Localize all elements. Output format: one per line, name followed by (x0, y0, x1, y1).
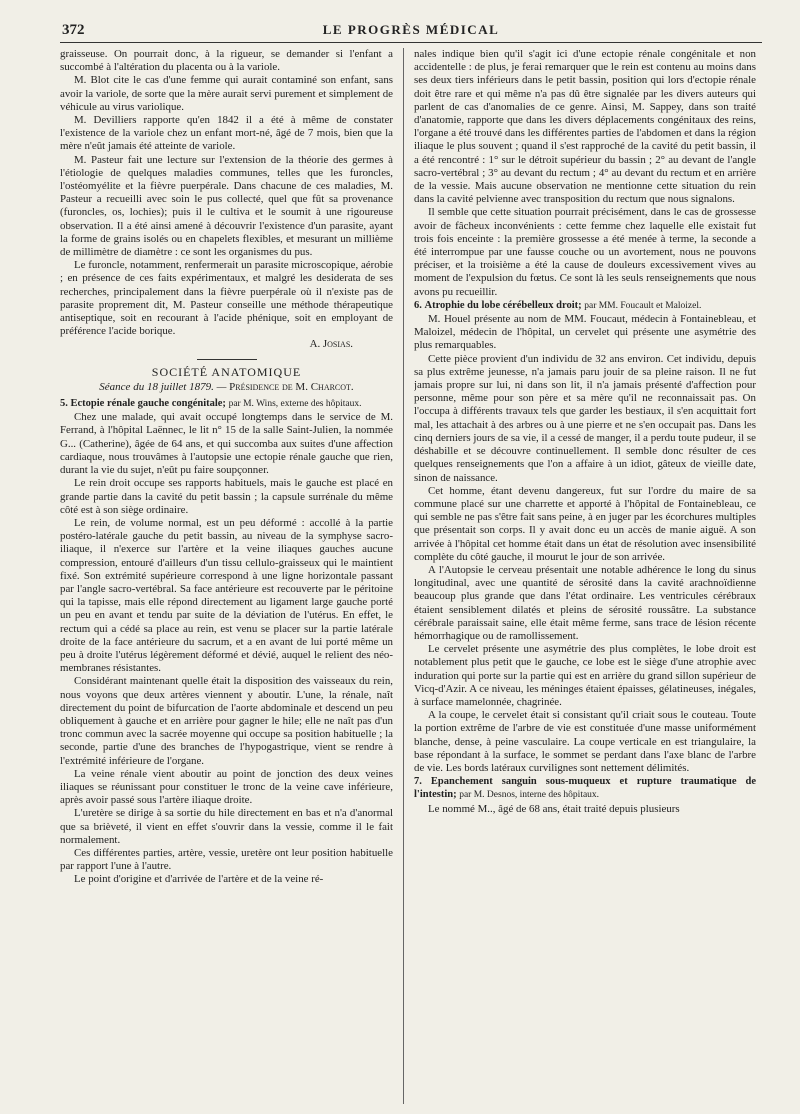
section-divider (197, 359, 257, 360)
paragraph: M. Pasteur fait une lecture sur l'extension de la théorie des germes à l'étiologie de quelques maladies communes, telles que les furoncles, l'ostéomyélite et la fièvre puerpérale. Dans chacune de ces maladies, M. Pasteur a recueilli avec soin le pus collecté, quel que fût sa provenance (furoncles, os, lochies); puis il le cultiva et le soumit à une rigoureuse observation. Il a été ainsi amené à découvrir l'existence d'un parasite, ayant la forme de grains isolés ou en chapelets flexibles, et mesurant un millième de millimètre de diamètre : ce sont les organismes du pus. (60, 153, 393, 259)
case-author: par MM. Foucault et Maloizel. (584, 300, 702, 311)
left-column (60, 48, 393, 1108)
case-heading (414, 775, 756, 802)
paragraph: M. Houel présente au nom de MM. Foucaut, médecin à Fontainebleau, et Maloizel, médecin de l'hôpital, un cervelet qui présente une asymétrie des plus remarquables. (414, 313, 756, 352)
case-number: 6. (414, 299, 422, 311)
session-date: Séance du 18 juillet 1879. — (99, 380, 227, 393)
case-heading (60, 397, 393, 411)
paragraph: Le point d'origine et d'arrivée de l'artère et de la veine ré- (74, 873, 324, 886)
column-separator (403, 48, 404, 1104)
session-line (60, 381, 393, 394)
section-heading: SOCIÉTÉ ANATOMIQUE (151, 364, 302, 379)
case-title: Atrophie du lobe cérébelleux droit; (424, 299, 582, 311)
paragraph: Cette pièce provient d'un individu de 32 ans environ. Cet individu, depuis sa plus extrême jeunesse, n'a jamais paru jouir de sa pleine raison. Il ne fut jamais propre sur lui, ni dans son lit, il n'a jamais présenté d'affection pour personne, même pour son père et sa mère qu'il ne reconnaissait pas. On l'occupa à différents travaux tels que garder les bestiaux, il s'en acquittait fort mal, les attachait à des arbres ou à une pierre et ne s'en occupait pas. Dans les cinq derniers jours de sa vie, il a cessé de manger, il a perdu toute pudeur, il se déshabille et se découvre continuellement. Il semble donc résulter de ces quelques renseignements que l'on a affaire à un idiot, gâteux de vieille date, sinon de naissance. (414, 352, 756, 484)
paragraph: graisseuse. On pourrait donc, à la rigueur, se demander si l'enfant a succombé à l'altération du placenta ou à la variole. (60, 48, 393, 74)
header-rule (60, 42, 762, 43)
paragraph: nales indique bien qu'il s'agit ici d'une ectopie rénale congénitale et non accidentelle : de plus, je ferai remarquer que le rein est contenu au moins dans ses deux tiers inférieurs dans le petit bassin, position qui lors d'ectopie rénale doit être rare et qui même n'a pas dû être signalée par les divers auteurs qui parlent de cas d'anomalies de ce genre. Ainsi, M. Sappey, dans son traité d'anatomie, rapporte que dans les divers déplacements congénitaux des reins, l'organe a été trouvé dans les différentes parties de l'abdomen et dans la région iliaque le plus souvent ; quand il s'est rapproché de la cavité du petit bassin, il a été rencontré : 1° sur le détroit supérieur du bassin ; 2° au devant de l'angle sacro-vertébral ; 3° au devant du rectum ; 4° au devant du rectum et en arrière de la vessie. Mais aucune observation ne mentionne cette situation du rein dans la cavité pelvienne avec transposition du rectum que nous signalons. (414, 48, 756, 206)
paragraph: Le furoncle, notamment, renfermerait un parasite microscopique, aérobie ; en présence de ces faits expérimentaux, et malgré les desiderata de ses recherches, principalement dans la fièvre puerpérale où il n'existe pas de parasite proprement dit, M. Pasteur conseille une méthode thérapeutique antiseptique, soit en recourant à l'acide phénique, soit en employant de préférence l'acide borique. (60, 259, 393, 338)
case-title: Ectopie rénale gauche congénitale; (70, 398, 226, 410)
case-author: par M. Wins, externe des hôpitaux. (228, 399, 362, 410)
case-author: par M. Desnos, interne des hôpitaux. (459, 790, 600, 801)
session-presidency: Présidence de M. Charcot. (229, 380, 354, 393)
journal-title: LE PROGRÈS MÉDICAL (322, 22, 500, 37)
paragraph: Cet homme, étant devenu dangereux, fut sur l'ordre du maire de sa commune placé sur une charrette et apporté à l'hôpital de Fontainebleau, ce qui semble ne pas s'être fait sans peine, à en juger par les écorchures multiples que présentait son corps. Il y avait donc eu un accès de manie aiguë. A son arrivée à l'hôpital cet homme était dans un état de résolution avec insensibilité complète du côté gauche, il mourut le jour de son arrivée. (414, 484, 756, 563)
paragraph: A l'Autopsie le cerveau présentait une notable adhérence le long du sinus longitudinal, avec une quantité de sérosité dans la cavité arachnoïdienne beaucoup plus grande que dans l'état ordinaire. Les ventricules cérébraux étaient sensiblement dilatés et pleins de sérosité roussâtre. La substance cérébrale paraissait saine, elle était même ferme, sans trace de lésion récente hémorrhagique ou de ramollissement. (414, 563, 756, 642)
case-heading (414, 299, 756, 313)
paragraph: Il semble que cette situation pourrait précisément, dans le cas de grossesse avoir de fâcheux inconvénients : cette femme chez laquelle elle existait fut trois fois enceinte : la première grossesse a été menée à terme, la seconde a été interrompue par une fausse couche ou un avortement, nous ne pouvons préciser, et la troisième a été la cause de douleurs excessivement vives au moment de l'expulsion du fœtus. Ce sont là les seuls renseignements que nous avons pu recueillir. (414, 206, 756, 298)
paragraph: M. Blot cite le cas d'une femme qui aurait contaminé son enfant, sans avoir la variole, de sorte que la mère aurait servi purement et simplement de véhicule au virus variolique. (60, 74, 393, 113)
paragraph: Le cervelet présente une asymétrie des plus complètes, le lobe droit est notablement plus petit que le gauche, ce lobe est le siège d'une atrophie avec induration qui porte sur la partie qui est en arrière du grand sillon supérieur de Vicq-d'Azir. A ce niveau, les méninges étaient épaisses, gélatineuses, inégales, à surface mamelonnée, chagrinée. (414, 643, 756, 708)
case-number: 5. (60, 398, 68, 410)
paragraph: L'uretère se dirige à sa sortie du hile directement en bas et n'a d'anormal que sa brièveté, il vient en effet s'ouvrir dans la vessie, comme il le fait normalement. (60, 807, 393, 846)
page-number: 372 (62, 22, 85, 38)
paragraph: M. Devilliers rapporte qu'en 1842 il a été à même de constater l'existence de la variole chez un enfant mort-né, âgé de 7 mois, bien que la mère n'eût jamais été atteinte de variole. (60, 114, 393, 153)
paragraph: Le rein droit occupe ses rapports habituels, mais le gauche est placé en grande partie dans la cavité du petit bassin ; la capsule surrénale du même côté est à son siège ordinaire. (60, 477, 393, 516)
case-title: Epanchement sanguin sous-muqueux et rupture traumatique de l'intestin; (414, 776, 756, 801)
paragraph: Ces différentes parties, artère, vessie, uretère ont leur position habituelle par rapport l'une à l'autre. (60, 846, 393, 873)
paragraph: Le rein, de volume normal, est un peu déformé : accollé à la partie postéro-latérale gauche du petit bassin, au niveau de la symphyse sacro-iliaque, il n'exerce sur l'artère et la veine iliaques gauches aucune compression, entouré d'ailleurs d'un tissu cellulo-graisseux qui le maintient fixé. Son extrémité supérieure correspond à une ligne horizontale passant par l'angle sacro-vertébral. Sa face antérieure est recouverte par le péritoine qui la tapisse, mais elle répond directement au ligament large gauche porté un peu en avant et tendu par suite de la déviation de l'utérus. En effet, le rectum qui a cédé sa place au rein, est venu se placer sur la partie latérale droite de la face antérieure du sacrum, et a en avant de lui porté même un peu à droite l'utérus légèrement déformé et dévié, auquel le relient des néo-membranes résistantes. (60, 516, 393, 675)
page-header (62, 18, 760, 44)
paragraph: A la coupe, le cervelet était si consistant qu'il criait sous le couteau. Toute la portion extrême de l'arbre de vie est constituée d'une masse uniformément blanche, dense, à peine vasculaire. La coupe verticale en est triangulaire, la base répondant à la surface, le sommet se perdant dans l'axe blanc de l'arbre de vie. Les bords latéraux curvilignes sont nettement délimités. (414, 709, 756, 774)
paragraph: Le nommé M.., âgé de 68 ans, était traité depuis plusieurs (428, 802, 680, 815)
right-column (414, 48, 756, 1108)
case-number: 7. (414, 776, 422, 788)
paragraph: Considérant maintenant quelle était la disposition des vaisseaux du rein, nous voyons que deux artères viennent y aboutir. L'une, la rénale, naît directement du point de bifurcation de l'aorte abdominale et descend un peu obliquement à gauche et en arrière pour gagner le hile; elle ne naît pas d'un tronc commun avec la sacrée moyenne qui occupe sa position habituelle ; la seconde, partie d'une des branches de l'hypogastrique, vient se rendre à l'extrémité inférieure de l'organe. (60, 675, 393, 767)
paragraph: La veine rénale vient aboutir au point de jonction des deux veines iliaques se réunissant pour constituer le tronc de la veine cave inférieure, après avoir passé sous l'artère iliaque droite. (60, 767, 393, 807)
signature: A. Josias. (309, 338, 353, 351)
paragraph: Chez une malade, qui avait occupé longtemps dans le service de M. Ferrand, à l'hôpital Laënnec, le lit n° 15 de la salle Saint-Julien, la nommée G... (Catherine), âgée de 64 ans, et qui succomba aux suites d'une affection cardiaque, nous trouvâmes à l'autopsie une ectopie rénale gauche que rien, durant la vie du sujet, n'eût pu faire soupçonner. (60, 411, 393, 477)
